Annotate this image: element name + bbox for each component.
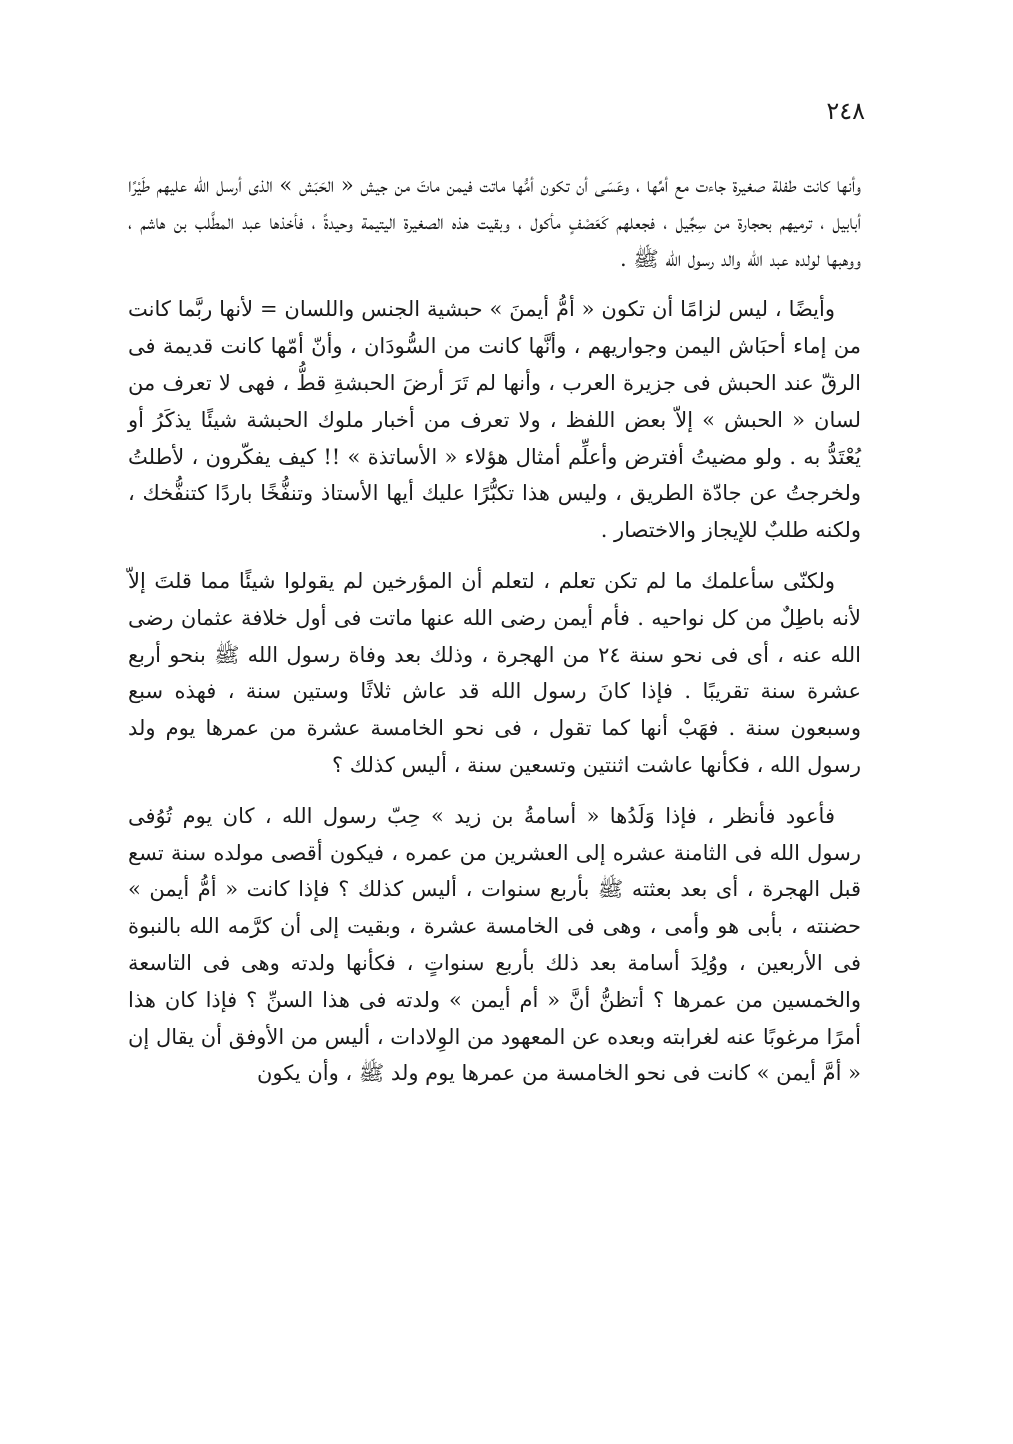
paragraph-4: فأعود فأنظر ، فإذا وَلَدُها « أسامةُ بن زيد » حِبّ رسول الله ، كان يوم تُوُفى رسول الله فى الثامنة عشره إلى العشرين من عمره ، فيكون أقصى مولده سنة تسع قبل الهجرة ، أى بعد بعثته ﷺ بأربع سنوات ، أليس كذلك ؟ فإذا كانت « أمُّ أيمن » حضنته ، بأبى هو وأمى ، وهى فى الخامسة عشرة ، وبقيت إلى أن كرَّمه الله بالنبوة فى الأربعين ، ووُلِدَ أسامة بعد ذلك بأربع سنواتٍ ، فكأنها ولدته وهى فى التاسعة والخمسين من عمرها ؟ أتظنُّ أنَّ « أم أيمن » ولدته فى هذا السنِّ ؟ فإذا كان هذا أمرًا مرغوبًا عنه لغرابته وبعده عن المعهود من الوِلادات ، أليس من الأوفق أن يقال إن « أمَّ أيمن » كانت فى نحو الخامسة من عمرها يوم ولد ﷺ ، وأن يكون xyxy=(128,803,861,1086)
paragraph-1: وأنها كانت طفلة صغيرة جاءت مع أمِّها ، وعَسَى أن تكون أمُّها ماتت فيمن ماتَ من جيش « الحَبَش » الذى أرسل الله عليهم طَيْرًا أبابيل ، ترميهم بحجارة من سِجِّيل ، فجعلهم كَعَصْفٍ مأكول ، وبقيت هذه الصغيرة اليتيمة وحيدةً ، فأخذها عبد المطَّلب بن هاشم ، ووهبها لولده عبد الله والد رسول الله ﷺ . xyxy=(128,173,861,271)
paragraph-3: ولكنّى سأعلمك ما لم تكن تعلم ، لتعلم أن المؤرخين لم يقولوا شيئًا مما قلتَ إلاّ لأنه باطِلٌ من كل نواحيه . فأم أيمن رضى الله عنها ماتت فى أول خلافة عثمان رضى الله عنه ، أى فى نحو سنة ٢٤ من الهجرة ، وذلك بعد وفاة رسول الله ﷺ بنحو أربع عشرة سنة تقريبًا . فإذا كانَ رسول الله قد عاش ثلاثًا وستين سنة ، فهذه سبع وسبعون سنة . فهَبْ أنها كما تقول ، فى نحو الخامسة عشرة من عمرها يوم ولد رسول الله ، فكأنها عاشت اثنتين وتسعين سنة ، أليس كذلك ؟ xyxy=(128,568,861,777)
body-text xyxy=(128,167,861,1092)
paragraph-2: وأيضًا ، ليس لزامًا أن تكون « أمُّ أيمنَ » حبشية الجنس واللسان = لأنها ربَّما كانت من إماء أحبَاش اليمن وجواريهم ، وأنَّها كانت من السُّودَان ، وأنّ أمّها كانت قديمة فى الرقّ عند الحبش فى جزيرة العرب ، وأنها لم تَرَ أرضَ الحبشةِ قطُّ ، فهى لا تعرف من لسان « الحبش » إلاّ بعض اللفظ ، ولا تعرف من أخبار ملوك الحبشة شيئًا يذكَرُ أو يُعْتَدُّ به . ولو مضيتُ أفترض وأعلِّم أمثال هؤلاء « الأساتذة » !! كيف يفكّرون ، لأطلتُ ولخرجتُ عن جادّة الطريق ، وليس هذا تكبُّرًا عليك أيها الأستاذ وتنفُّخًا باردًا كتنفُّخك ، ولكنه طلبٌ للإيجاز والاختصار . xyxy=(128,297,861,543)
page-number: ٢٤٨ xyxy=(826,97,865,125)
